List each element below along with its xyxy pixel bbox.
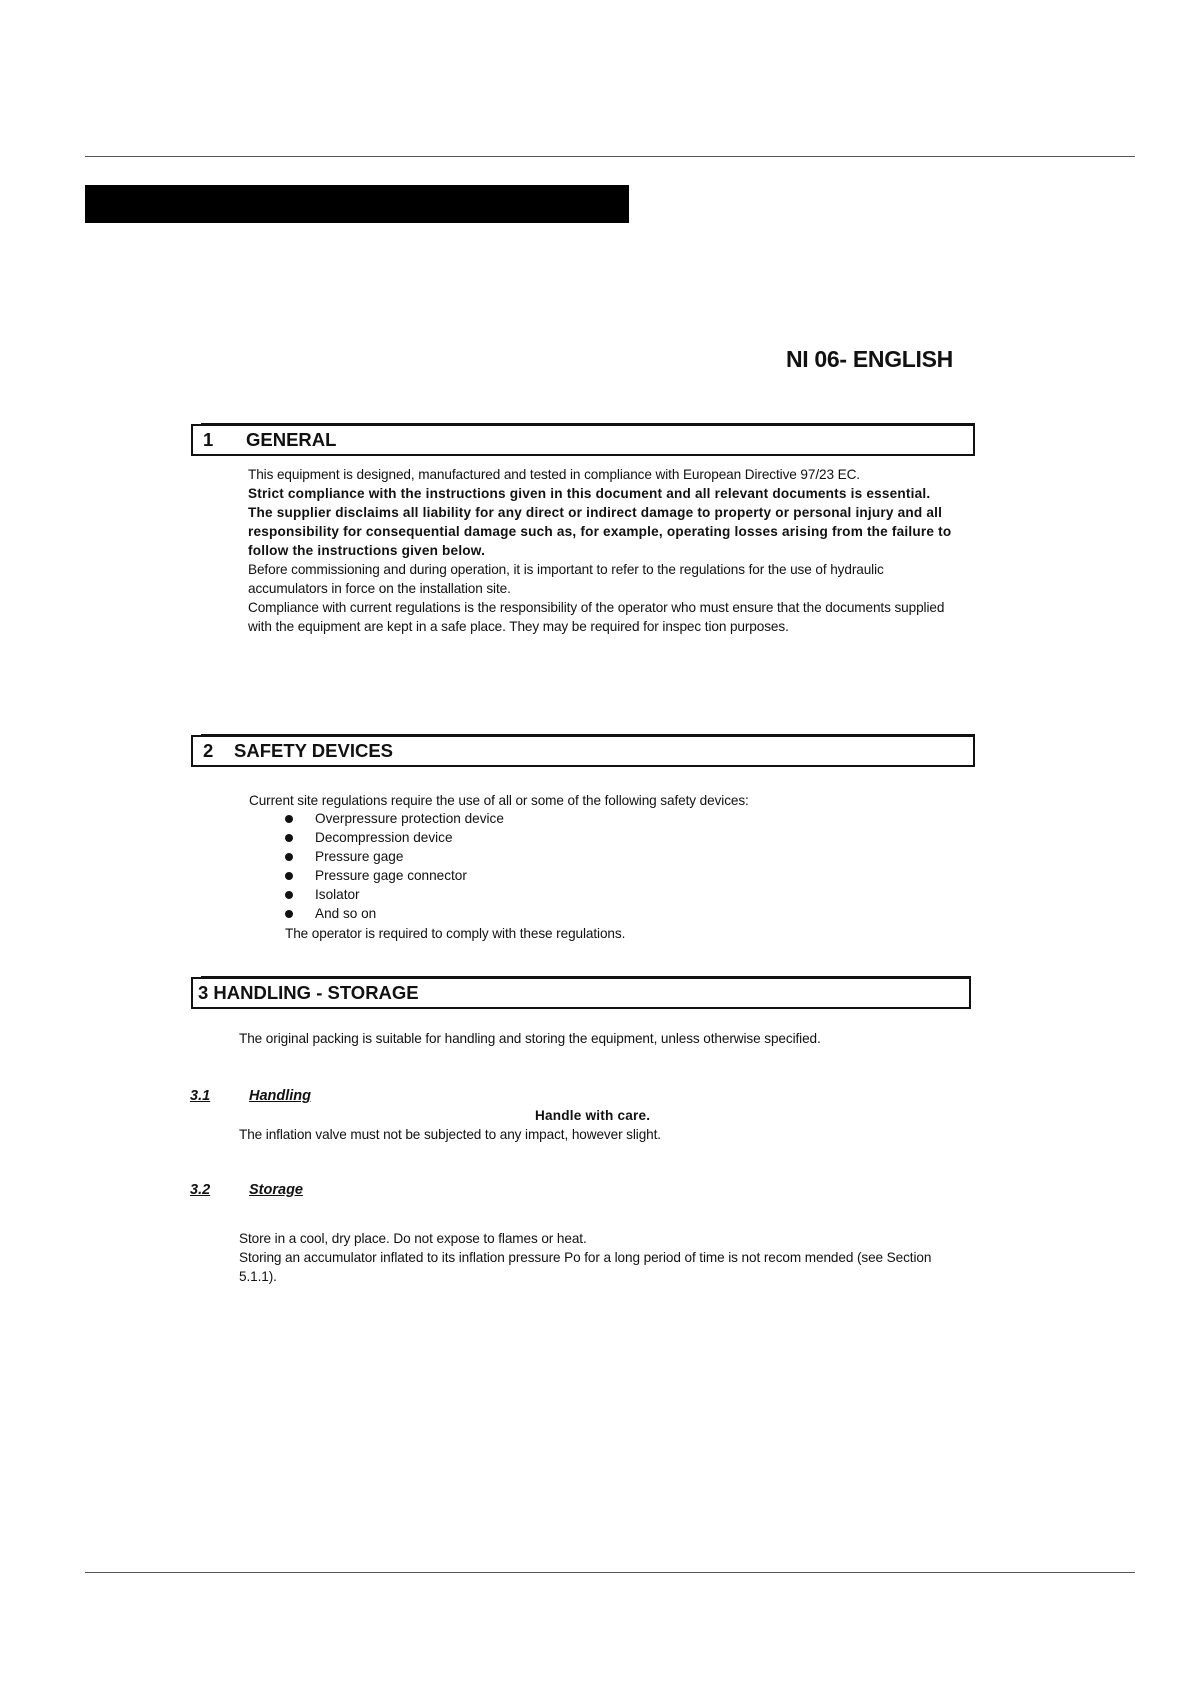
storage-text-1: Store in a cool, dry place. Do not expose to flames or heat. <box>239 1231 587 1246</box>
handling-emphasis: Handle with care. <box>535 1108 651 1123</box>
bullet-icon <box>285 910 293 918</box>
list-item <box>280 866 504 885</box>
section-1-number: 1 <box>203 429 214 450</box>
list-item-text: Overpressure protection device <box>315 811 504 826</box>
safety-intro: Current site regulations require the use of all or some of the following safety devices: <box>249 793 749 808</box>
bullet-icon <box>285 872 293 880</box>
general-paragraph-liability: The supplier disclaims all liability for any direct or indirect damage to property or personal injury and all responsibility for consequential damage such as, for example, operating losses arising from the failure to follow the instructions given below. <box>248 505 952 558</box>
list-item-text: And so on <box>315 906 377 921</box>
subsection-3-2-title: Storage <box>249 1182 303 1198</box>
section-2-number: 2 <box>203 740 214 761</box>
section-1-heading <box>191 424 975 456</box>
general-paragraph-regulations: Before commissioning and during operation, it is important to refer to the regulations for the use of hydraulic accumulators in force on the installation site. <box>248 562 884 596</box>
list-item <box>280 809 504 828</box>
bullet-icon <box>285 834 293 842</box>
redacted-header-bar <box>85 185 629 223</box>
list-item-text: Isolator <box>315 887 360 902</box>
section-2-title: SAFETY DEVICES <box>234 740 394 761</box>
general-paragraph-directive: This equipment is designed, manufactured and tested in compliance with European Directive 97/23 EC. <box>248 467 860 482</box>
subsection-3-1-number: 3.1 <box>190 1088 211 1104</box>
subsection-3-2-number: 3.2 <box>190 1182 211 1198</box>
section-3-heading <box>191 977 971 1009</box>
handling-storage-intro: The original packing is suitable for handling and storing the equipment, unless otherwise specified. <box>239 1031 821 1046</box>
storage-text-2: Storing an accumulator inflated to its inflation pressure Po for a long period of time is not recom mended (see Section 5.1.1). <box>239 1250 932 1284</box>
bullet-icon <box>285 853 293 861</box>
list-item <box>280 847 504 866</box>
top-divider <box>85 156 1135 157</box>
section-3-title: 3 HANDLING - STORAGE <box>198 982 419 1003</box>
list-item <box>280 904 504 923</box>
general-paragraph-compliance: Strict compliance with the instructions given in this document and all relevant documents is essential. <box>248 486 931 501</box>
storage-body <box>239 1229 939 1286</box>
handling-text: The inflation valve must not be subjected to any impact, however slight. <box>239 1127 661 1142</box>
section-1-body <box>248 465 958 636</box>
bullet-icon <box>285 815 293 823</box>
list-item-text: Pressure gage connector <box>315 868 467 883</box>
list-item <box>280 828 504 847</box>
bottom-divider <box>85 1572 1135 1573</box>
subsection-3-1-title: Handling <box>249 1088 312 1104</box>
list-item-text: Decompression device <box>315 830 453 845</box>
general-paragraph-operator: Compliance with current regulations is the responsibility of the operator who must ensure that the documents supplied with the equipment are kept in a safe place. They may be required for inspec tion purposes. <box>248 600 945 634</box>
list-item <box>280 885 504 904</box>
document-id: NI 06- ENGLISH <box>785 346 953 372</box>
bullet-icon <box>285 891 293 899</box>
safety-devices-list <box>280 809 504 923</box>
safety-closing: The operator is required to comply with these regulations. <box>285 926 626 941</box>
section-1-title: GENERAL <box>246 429 337 450</box>
section-2-heading <box>191 735 975 767</box>
list-item-text: Pressure gage <box>315 849 404 864</box>
